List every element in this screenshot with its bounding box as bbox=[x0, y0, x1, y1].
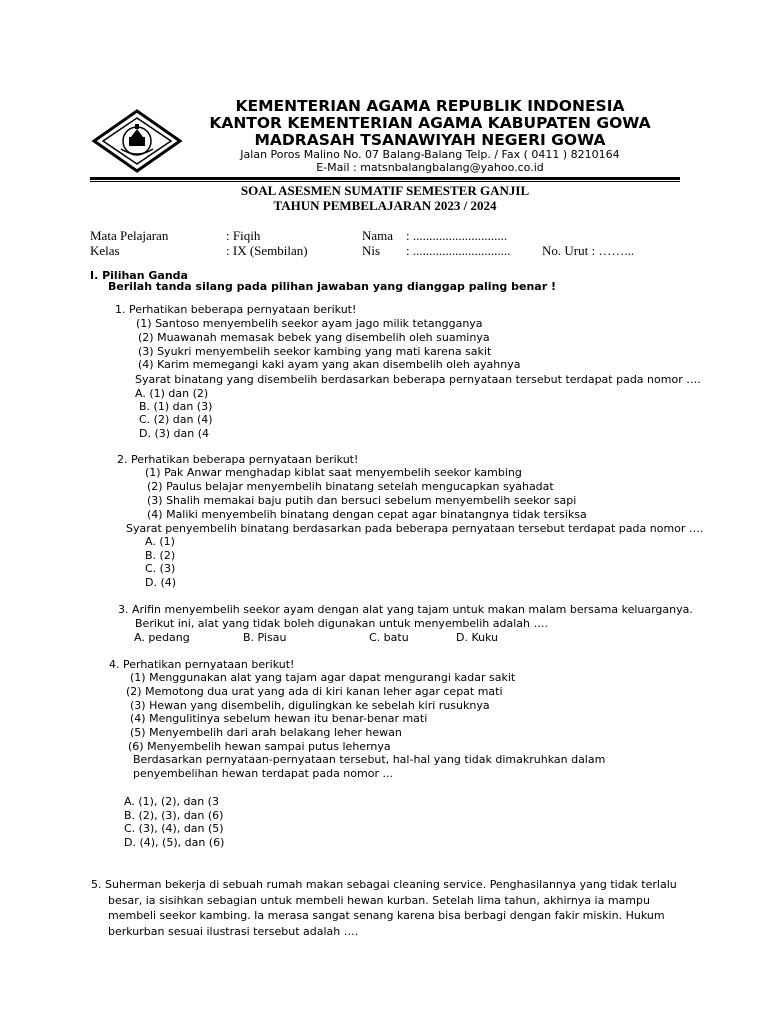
exam-title: SOAL ASESMEN SUMATIF SEMESTER GANJIL bbox=[240, 183, 530, 198]
q5-text: membeli seekor kambing. Ia merasa sangat senang karena bisa berbagi dengan fakir miskin. Hukum bbox=[108, 909, 665, 922]
q4-statement: (3) Hewan yang disembelih, digulingkan ke sebelah kiri rusuknya bbox=[130, 699, 490, 712]
q4-stem: 4. Perhatikan pernyataan berikut! bbox=[109, 658, 295, 671]
number-field[interactable]: No. Urut : ……... bbox=[542, 243, 635, 258]
q3-question: Berikut ini, alat yang tidak boleh digunakan untuk menyembelih adalah …. bbox=[135, 617, 548, 630]
q1-stem: 1. Perhatikan beberapa pernyataan berikut! bbox=[115, 303, 357, 316]
header-school: MADRASAH TSANAWIYAH NEGERI GOWA bbox=[254, 131, 606, 149]
name-field[interactable]: : ............................. bbox=[406, 228, 508, 243]
q1-question: Syarat binatang yang disembelih berdasarkan beberapa pernyataan tersebut terdapat pada nomor …. bbox=[135, 373, 701, 386]
q4-option-d[interactable]: D. (4), (5), dan (6) bbox=[124, 836, 225, 849]
q4-option-a[interactable]: A. (1), (2), dan (3 bbox=[124, 795, 219, 808]
q1-option-d[interactable]: D. (3) dan (4 bbox=[139, 427, 210, 440]
q5-text: 5. Suherman bekerja di sebuah rumah makan sebagai cleaning service. Penghasilannya yang tidak terlalu bbox=[91, 878, 677, 891]
nis-label: Nis bbox=[362, 243, 381, 258]
section-heading: I. Pilihan Ganda bbox=[90, 269, 188, 282]
q2-statement: (4) Maliki menyembelih binatang dengan cepat agar binatangnya tidak tersiksa bbox=[147, 508, 587, 521]
exam-year: TAHUN PEMBELAJARAN 2023 / 2024 bbox=[273, 198, 497, 213]
q4-statement: (2) Memotong dua urat yang ada di kiri kanan leher agar cepat mati bbox=[126, 685, 503, 698]
q1-option-c[interactable]: C. (2) dan (4) bbox=[139, 413, 213, 426]
q1-statement: (2) Muawanah memasak bebek yang disembelih oleh suaminya bbox=[138, 331, 490, 344]
q4-statement: (4) Mengulitinya sebelum hewan itu benar-benar mati bbox=[130, 712, 428, 725]
q4-option-b[interactable]: B. (2), (3), dan (6) bbox=[124, 809, 224, 822]
section-instruction: Berilah tanda silang pada pilihan jawaban yang dianggap paling benar ! bbox=[108, 280, 556, 293]
class-label: Kelas bbox=[90, 243, 120, 258]
header-ministry: KEMENTERIAN AGAMA REPUBLIK INDONESIA bbox=[235, 97, 625, 115]
q4-statement: (1) Menggunakan alat yang tajam agar dapat mengurangi kadar sakit bbox=[130, 671, 516, 684]
q2-option-a[interactable]: A. (1) bbox=[145, 535, 175, 548]
header-office: KANTOR KEMENTERIAN AGAMA KABUPATEN GOWA bbox=[209, 114, 651, 132]
q2-statement: (2) Paulus belajar menyembelih binatang setelah mengucapkan syahadat bbox=[147, 480, 554, 493]
q2-statement: (3) Shalih memakai baju putih dan bersuci sebelum menyembelih seekor sapi bbox=[147, 494, 577, 507]
subject-label: Mata Pelajaran bbox=[90, 228, 169, 243]
q4-option-c[interactable]: C. (3), (4), dan (5) bbox=[124, 822, 224, 835]
q4-question: penyembelihan hewan terdapat pada nomor ... bbox=[133, 767, 393, 780]
q5-text: besar, ia sisihkan sebagian untuk membeli hewan kurban. Setelah lima tahun, akhirnya ia mampu bbox=[108, 894, 650, 907]
subject-value: : Fiqih bbox=[226, 228, 261, 243]
header-address: Jalan Poros Malino No. 07 Balang-Balang Telp. / Fax ( 0411 ) 8210164 bbox=[240, 148, 620, 161]
q2-stem: 2. Perhatikan beberapa pernyataan berikut! bbox=[117, 453, 359, 466]
q3-option-c[interactable]: C. batu bbox=[369, 631, 409, 644]
q5-text: berkurban sesuai ilustrasi tersebut adalah …. bbox=[108, 925, 359, 938]
q1-statement: (1) Santoso menyembelih seekor ayam jago milik tetangganya bbox=[136, 317, 483, 330]
q4-statement: (6) Menyembelih hewan sampai putus lehernya bbox=[128, 740, 391, 753]
q2-statement: (1) Pak Anwar menghadap kiblat saat menyembelih seekor kambing bbox=[145, 466, 522, 479]
name-label: Nama bbox=[362, 228, 394, 243]
q3-option-a[interactable]: A. pedang bbox=[134, 631, 190, 644]
q2-option-c[interactable]: C. (3) bbox=[145, 562, 176, 575]
q1-statement: (3) Syukri menyembelih seekor kambing yang mati karena sakit bbox=[138, 345, 492, 358]
q4-statement: (5) Menyembelih dari arah belakang leher hewan bbox=[130, 726, 402, 739]
header-rule-thin bbox=[90, 181, 680, 182]
q4-question: Berdasarkan pernyataan-pernyataan tersebut, hal-hal yang tidak dimakruhkan dalam bbox=[133, 753, 606, 766]
q2-option-d[interactable]: D. (4) bbox=[145, 576, 177, 589]
q3-option-d[interactable]: D. Kuku bbox=[456, 631, 499, 644]
q3-option-b[interactable]: B. Pisau bbox=[243, 631, 287, 644]
q3-stem: 3. Arifin menyembelih seekor ayam dengan alat yang tajam untuk makan malam bersama keluarganya. bbox=[118, 603, 693, 616]
q1-option-b[interactable]: B. (1) dan (3) bbox=[139, 400, 213, 413]
header-email: E-Mail : matsnbalangbalang@yahoo.co.id bbox=[316, 161, 544, 174]
q2-option-b[interactable]: B. (2) bbox=[145, 549, 176, 562]
nis-field[interactable]: : .............................. bbox=[406, 243, 511, 258]
header-rule-thick bbox=[90, 177, 680, 180]
q2-question: Syarat penyembelih binatang berdasarkan pada beberapa pernyataan tersebut terdapat pada nomor …. bbox=[126, 522, 704, 535]
q1-statement: (4) Karim memegangi kaki ayam yang akan disembelih oleh ayahnya bbox=[138, 358, 521, 371]
class-value: : IX (Sembilan) bbox=[226, 243, 308, 258]
q1-option-a[interactable]: A. (1) dan (2) bbox=[135, 387, 209, 400]
